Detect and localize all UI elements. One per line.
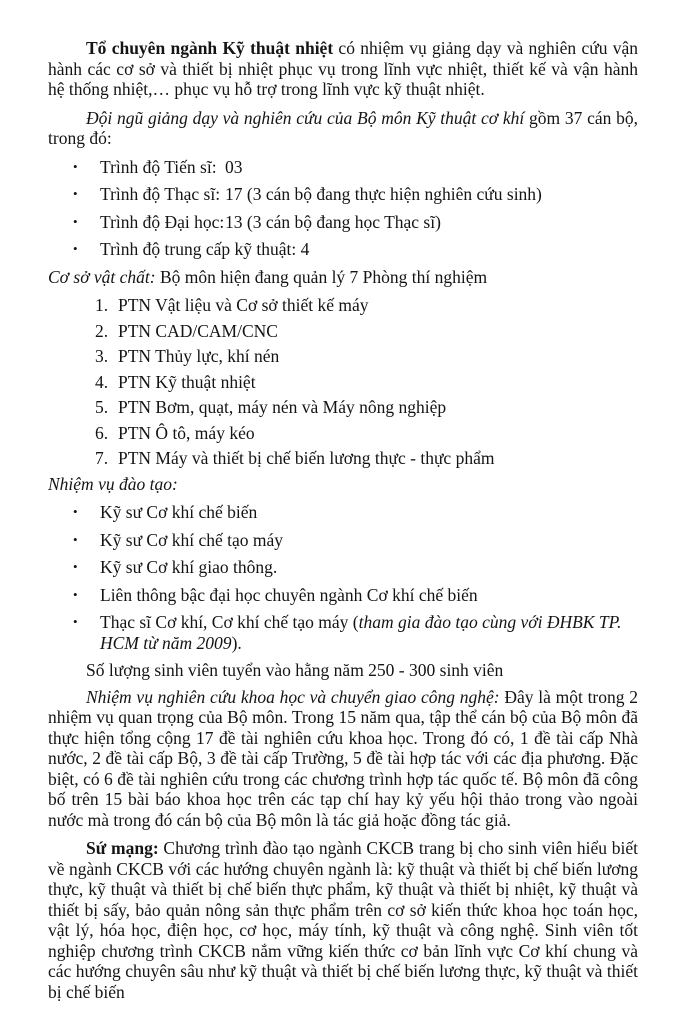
degree-item [73,157,638,178]
facility-number: 5. [95,397,109,417]
training-item [73,530,638,551]
facilities-heading-text: Bộ môn hiện đang quản lý 7 Phòng thí nghiệm [155,266,488,287]
intro-paragraph [48,38,638,100]
training-list [48,502,638,653]
facility-item [95,321,638,342]
degree-list [48,157,638,260]
bullet-icon: • [73,213,78,229]
training-item [73,557,638,578]
degree-item [73,239,638,260]
facility-name: PTN Máy và thiết bị chế biến lương thực - thực phẩm [118,448,495,468]
research-body-text: Đây là một trong 2 nhiệm vụ quan trọng của Bộ môn. Trong 15 năm qua, tập thể cán bộ của Bộ môn đã thực hiện tổng cộng 17 đề tài nghiên cứu khoa học. Trong đó có, 1 đề tài cấp Nhà nước, 2 đề tài cấp Bộ, 3 đề tài cấp Trường, 5 đề tài hợp tác với các địa phương. Đặc biệt, có 6 đề tài nghiên cứu trong các chương trình hợp tác quốc tế. Bộ môn đã công bố trên 15 bài báo khoa học trên các tạp chí hay kỷ yếu hội thảo trong vào ngoài nước mà trong đó cán bộ của Bộ môn là tác giả hoặc đồng tác giả. [48,686,638,830]
degree-item [73,212,638,233]
facilities-lead-italic: Cơ sở vật chất: [48,266,156,287]
research-paragraph [48,687,638,831]
facility-number: 4. [95,371,109,392]
facility-number: 1. [95,295,109,315]
degree-text [100,157,638,178]
intro-lead-bold: Tổ chuyên ngành Kỹ thuật nhiệt [86,38,334,58]
mission-lead-bold: Sứ mạng: [86,838,159,858]
training-item [73,612,638,653]
training-last-italic: tham gia đào tạo cùng với ĐHBK TP. HCM từ năm 2009 [100,612,622,653]
bullet-icon: • [73,186,78,201]
degree-text [100,212,638,233]
bullet-icon: • [73,614,78,629]
training-heading: Nhiệm vụ đào tạo: [48,473,178,494]
training-item-text: Kỹ sư Cơ khí chế biến [100,502,258,522]
bullet-icon: • [73,531,78,547]
degree-label: Trình độ trung cấp kỹ thuật: 4 [100,239,310,259]
facility-number: 7. [95,448,109,468]
team-lead-italic: Đội ngũ giảng dạy và nghiên cứu của Bộ môn Kỹ thuật cơ khí [86,107,525,128]
training-item-text: Kỹ sư Cơ khí chế tạo máy [100,529,284,550]
facility-number: 2. [95,320,109,341]
degree-value: 03 [225,156,243,177]
facility-number: 6. [95,422,109,443]
mission-paragraph [48,838,638,1002]
facility-item [95,423,638,444]
bullet-icon: • [73,586,78,602]
facility-name: PTN Ô tô, máy kéo [118,422,255,443]
bullet-icon: • [73,504,78,519]
facility-item [95,346,638,367]
training-last-pre: Thạc sĩ Cơ khí, Cơ khí chế tạo máy ( [100,612,359,632]
facility-name: PTN Thủy lực, khí nén [118,346,280,366]
degree-label: Trình độ Tiến sĩ: [100,156,217,177]
degree-value: 13 (3 cán bộ đang học Thạc sĩ) [225,211,441,232]
training-item [73,502,638,523]
enrollment-line: Số lượng sinh viên tuyển vào hằng năm 250 - 300 sinh viên [86,660,504,680]
bullet-icon: • [73,158,78,174]
facility-item [95,295,638,316]
mission-body-text: Chương trình đào tạo ngành CKCB trang bị cho sinh viên hiểu biết về ngành CKCB với các hướng chuyên ngành là: kỹ thuật và thiết bị chế biến lương thực, kỹ thuật và thiết bị chế biến thực phẩm, kỹ thuật và thiết bị nhiệt, kỹ thuật và thiết bị sấy, bảo quản nông sản thực phẩm trên cơ sở kiến thức khoa học toán học, vật lý, hóa học, điện học, cơ học, máy tính, kỹ thuật và công nghệ. Sinh viên tốt nghiệp chương trình CKCB nắm vững kiến thức cơ bản lĩnh vực Cơ khí chung và các hướng chuyên sâu như kỹ thuật và thiết bị chế biến lương thực, kỹ thuật và thiết bị chế biến [48,838,639,1002]
facility-number: 3. [95,346,109,366]
degree-text [100,239,638,260]
facility-item [95,372,638,393]
bullet-icon: • [73,559,78,574]
degree-text [100,184,638,205]
facility-name: PTN Bơm, quạt, máy nén và Máy nông nghiệp [118,397,447,417]
training-item-text: Kỹ sư Cơ khí giao thông. [100,557,278,577]
facilities-list [48,295,638,469]
facility-name: PTN Kỹ thuật nhiệt [118,371,256,392]
facility-item [95,448,638,469]
team-paragraph [48,108,638,149]
degree-item [73,184,638,205]
training-item [73,585,638,606]
degree-value: 17 (3 cán bộ đang thực hiện nghiên cứu sinh) [225,184,542,204]
intro-body-text: có nhiệm vụ giảng dạy và nghiên cứu vận hành các cơ sở và thiết bị nhiệt phục vụ trong lĩnh vực nhiệt, thiết kế và vận hành hệ thống nhiệt,… phục vụ hỗ trợ trong lĩnh vực kỹ thuật nhiệt. [48,38,638,99]
team-body-text: gồm 37 cán bộ, trong đó: [48,107,638,148]
facility-item [95,397,638,418]
facilities-heading [48,267,638,288]
facility-name: PTN Vật liệu và Cơ sở thiết kế máy [118,295,369,315]
degree-label: Trình độ Thạc sĩ: [100,184,221,204]
bullet-icon: • [73,241,78,256]
facility-name: PTN CAD/CAM/CNC [118,320,278,341]
research-lead-italic: Nhiệm vụ nghiên cứu khoa học và chuyển giao công nghệ: [86,686,500,707]
degree-label: Trình độ Đại học: [100,211,225,232]
training-last-post: ). [231,632,242,653]
training-item-text [100,612,638,653]
training-item-text: Liên thông bậc đại học chuyên ngành Cơ khí chế biến [100,584,478,605]
